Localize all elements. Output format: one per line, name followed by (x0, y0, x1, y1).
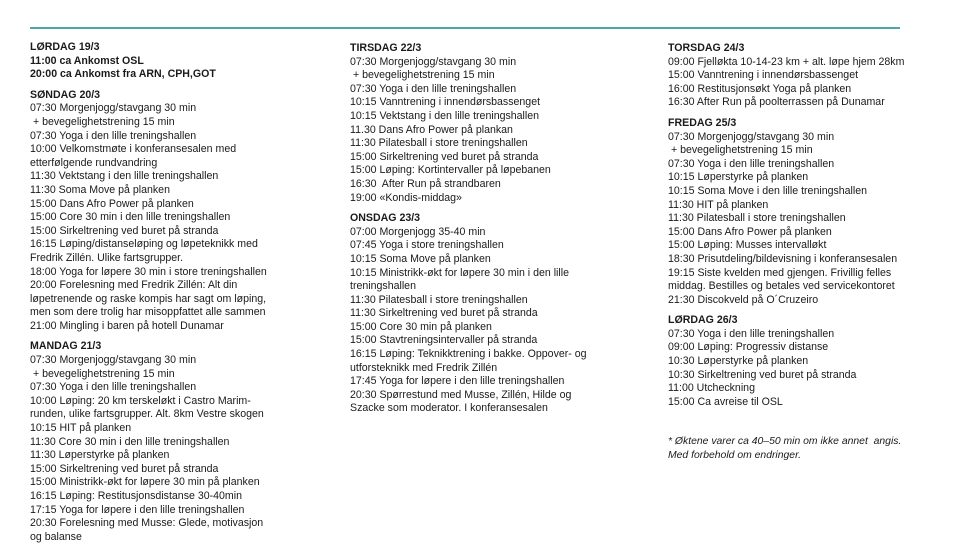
day-block (30, 41, 267, 82)
schedule-entry: 16:30 After Run på strandbaren (350, 177, 501, 190)
day-heading: SØNDAG 20/3 (30, 88, 101, 101)
schedule-entry: 11:30 Soma Move på planken (30, 183, 170, 196)
schedule-entry: 15:00 Sirkeltrening ved buret på stranda (350, 150, 539, 163)
schedule-entry: 19:00 «Kondis-middag» (350, 191, 462, 204)
schedule-entry: middag. Bestilles og betales ved servicekontoret (668, 280, 895, 293)
schedule-entry: + bevegelighetstrening 15 min (668, 144, 813, 157)
schedule-entry: 20:00 ca Ankomst fra ARN, CPH,GOT (30, 68, 216, 81)
day-spacer (350, 205, 587, 212)
schedule-entry: og balanse (30, 530, 82, 543)
schedule-entry: 17:15 Yoga for løpere i den lille treningshallen (30, 503, 245, 516)
schedule-entry: 09:00 Fjelløkta 10-14-23 km + alt. løpe hjem 28km (668, 55, 905, 68)
schedule-entry: 19:15 Siste kvelden med gjengen. Frivillig felles (668, 266, 892, 279)
schedule-entry: 15:00 Sirkeltrening ved buret på stranda (30, 224, 219, 237)
schedule-entry: 10:15 Vanntrening i innendørsbassenget (350, 96, 541, 109)
schedule-entry: 15:00 Vanntrening i innendørsbassenget (668, 69, 859, 82)
schedule-entry: 15:00 Ministrikk-økt for løpere 30 min på planken (30, 476, 260, 489)
schedule-entry: Fredrik Zillén. Ulike fartsgrupper. (30, 251, 184, 264)
schedule-entry: 07:30 Morgenjogg/stavgang 30 min (30, 102, 197, 115)
schedule-entry: 07:30 Yoga i den lille treningshallen (668, 327, 835, 340)
schedule-column-2 (350, 42, 587, 416)
day-spacer (30, 333, 267, 340)
schedule-entry: 10:00 Velkomstmøte i konferansesalen med (30, 143, 237, 156)
schedule-entry: 11:00 ca Ankomst OSL (30, 54, 144, 67)
day-spacer (668, 110, 904, 117)
schedule-entry: 20:30 Forelesning med Musse: Glede, motivasjon (30, 517, 264, 530)
footnote: * Øktene varer ca 40–50 min om ikke annet angis. (668, 436, 902, 448)
schedule-entry: men som dere trolig har misoppfattet alle sammen (30, 306, 266, 319)
schedule-entry: treningshallen (350, 280, 416, 293)
schedule-entry: 07:45 Yoga i store treningshallen (350, 239, 504, 252)
day-block (350, 42, 587, 205)
schedule-entry: + bevegelighetstrening 15 min (30, 115, 175, 128)
schedule-entry: 15:00 Core 30 min på planken (350, 320, 492, 333)
schedule-entry: 11:30 HIT på planken (668, 198, 769, 211)
schedule-entry: 11:30 Løperstyrke på planken (30, 449, 170, 462)
schedule-entry: løpetrenende og raske kompis har sagt om løping, (30, 292, 267, 305)
schedule-entry: + bevegelighetstrening 15 min (350, 69, 495, 82)
schedule-entry: 10:15 Soma Move i den lille treningshallen (668, 184, 868, 197)
day-block (668, 314, 904, 409)
schedule-entry: 15:00 Core 30 min i den lille treningshallen (30, 211, 231, 224)
schedule-entry: 15:00 Dans Afro Power på planken (668, 225, 832, 238)
schedule-entry: 11:30 Vektstang i den lille treningshallen (30, 170, 219, 183)
schedule-entry: 10:15 Løperstyrke på planken (668, 171, 809, 184)
footnote: Med forbehold om endringer. (668, 449, 802, 461)
schedule-entry: etterfølgende rundvandring (30, 156, 158, 169)
schedule-entry: 16:15 Løping: Restitusjonsdistanse 30-40min (30, 490, 242, 502)
schedule-entry: 20:00 Forelesning med Fredrik Zillén: Alt din (30, 279, 238, 292)
day-spacer (30, 82, 267, 89)
schedule-entry: Szacke som moderator. I konferansesalen (350, 402, 548, 415)
schedule-entry: 17:45 Yoga for løpere i den lille treningshallen (350, 375, 565, 388)
day-heading: MANDAG 21/3 (30, 340, 102, 353)
note-spacer (668, 409, 904, 435)
schedule-entry: 18:00 Yoga for løpere 30 min i store treningshallen (30, 265, 267, 278)
day-heading: ONSDAG 23/3 (350, 212, 421, 225)
schedule-entry: 16:30 After Run på poolterrassen på Dunamar (668, 96, 885, 109)
schedule-entry: 16:00 Restitusjonsøkt Yoga på planken (668, 82, 852, 95)
schedule-entry: 07:30 Morgenjogg/stavgang 30 min (30, 354, 197, 367)
schedule-entry: 09:00 Løping: Progressiv distanse (668, 341, 829, 354)
day-heading: LØRDAG 19/3 (30, 41, 100, 53)
schedule-entry: 07:30 Morgenjogg/stavgang 30 min (668, 130, 835, 143)
schedule-entry: 15:00 Dans Afro Power på planken (30, 197, 194, 210)
schedule-entry: 10:15 Soma Move på planken (350, 252, 491, 265)
schedule-entry: 10:15 Ministrikk-økt for løpere 30 min i den lille (350, 266, 570, 279)
schedule-column-3 (668, 42, 904, 462)
schedule-entry: 15:00 Løping: Musses intervalløkt (668, 239, 827, 252)
day-block (668, 42, 904, 110)
schedule-entry: 07:00 Morgenjogg 35-40 min (350, 225, 486, 238)
schedule-entry: + bevegelighetstrening 15 min (30, 367, 175, 380)
day-heading: TIRSDAG 22/3 (350, 42, 422, 54)
schedule-entry: 07:30 Yoga i den lille treningshallen (350, 82, 517, 95)
day-heading: LØRDAG 26/3 (668, 314, 738, 327)
schedule-entry: 11:30 Pilatesball i store treningshallen (350, 137, 528, 150)
day-heading: FREDAG 25/3 (668, 116, 737, 129)
schedule-entry: 11:30 Core 30 min i den lille treningshallen (30, 435, 230, 448)
schedule-entry: 21:30 Discokveld på O´Cruzeiro (668, 293, 819, 306)
schedule-entry: 15:00 Ca avreise til OSL (668, 395, 783, 408)
day-block (350, 212, 587, 416)
day-block (30, 340, 267, 544)
schedule-entry: 16:15 Løping: Teknikktrening i bakke. Oppover- og (350, 348, 587, 361)
schedule-column-1 (30, 41, 267, 544)
schedule-entry: 16:15 Løping/distanseløping og løpeteknikk med (30, 238, 258, 251)
schedule-entry: runden, ulike fartsgrupper. Alt. 8km Vestre skogen (30, 408, 264, 421)
schedule-entry: utforsteknikk med Fredrik Zillén (350, 361, 498, 374)
schedule-entry: 11:30 Sirkeltrening ved buret på stranda (350, 307, 538, 320)
day-spacer (668, 307, 904, 314)
schedule-entry: 11:00 Utcheckning (668, 382, 755, 395)
day-heading: TORSDAG 24/3 (668, 42, 745, 54)
schedule-entry: 10:30 Sirkeltrening ved buret på stranda (668, 368, 857, 381)
schedule-entry: 07:30 Yoga i den lille treningshallen (30, 129, 197, 142)
schedule-entry: 15:00 Stavtreningsintervaller på stranda (350, 334, 538, 347)
schedule-entry: 15:00 Sirkeltrening ved buret på stranda (30, 462, 219, 475)
schedule-entry: 11:30 Pilatesball i store treningshallen (350, 293, 528, 306)
schedule-entry: 11.30 Dans Afro Power på plankan (350, 123, 513, 136)
schedule-entry: 07:30 Morgenjogg/stavgang 30 min (350, 55, 517, 68)
schedule-entry: 11:30 Pilatesball i store treningshallen (668, 212, 846, 225)
day-block (30, 89, 267, 334)
schedule-entry: 20:30 Spørrestund med Musse, Zillén, Hilde og (350, 388, 572, 401)
schedule-entry: 18:30 Prisutdeling/bildevisning i konferansesalen (668, 252, 898, 265)
schedule-entry: 10:15 HIT på planken (30, 422, 132, 435)
schedule-entry: 10:15 Vektstang i den lille treningshallen (350, 109, 540, 122)
schedule-entry: 10:00 Løping: 20 km terskeløkt i Castro Marim- (30, 394, 251, 407)
schedule-entry: 15:00 Løping: Kortintervaller på løpebanen (350, 164, 551, 177)
schedule-entry: 07:30 Yoga i den lille treningshallen (668, 157, 835, 170)
day-block (668, 117, 904, 307)
schedule-entry: 10:30 Løperstyrke på planken (668, 355, 809, 368)
schedule-entry: 21:00 Mingling i baren på hotell Dunamar (30, 319, 224, 332)
schedule-entry: 07:30 Yoga i den lille treningshallen (30, 381, 197, 394)
top-divider (30, 27, 900, 29)
